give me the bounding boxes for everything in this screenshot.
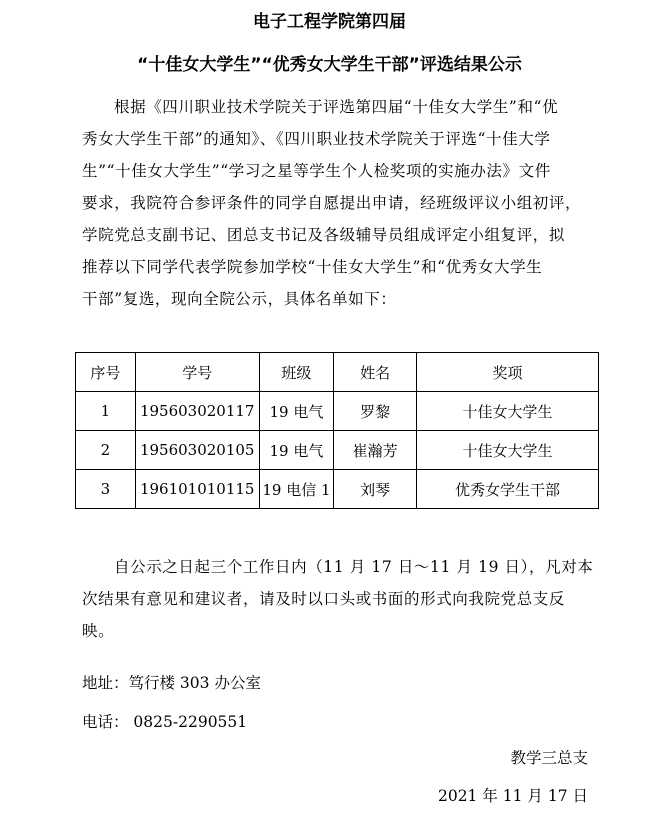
intro-line: 要求，我院符合参评条件的同学自愿提出申请，经班级评议小组初评， xyxy=(82,194,582,212)
issuer-signature: 教学三总支 xyxy=(510,749,588,767)
cell-class: 19 电气 xyxy=(259,392,334,431)
contact-phone: 电话： 0825-2290551 xyxy=(82,713,248,731)
header-name: 姓名 xyxy=(334,353,417,392)
intro-line: 干部”复选，现向全院公示，具体名单如下： xyxy=(82,290,397,308)
cell-index: 2 xyxy=(76,431,136,470)
header-student-id: 学号 xyxy=(135,353,259,392)
cell-index: 3 xyxy=(76,470,136,509)
cell-student-id: 196101010115 xyxy=(135,470,259,509)
intro-line: 根据《四川职业技术学院关于评选第四届“十佳女大学生”和“优 xyxy=(114,98,559,116)
cell-name: 崔瀚芳 xyxy=(334,431,417,470)
intro-line: 推荐以下同学代表学院参加学校“十佳女大学生”和“优秀女大学生 xyxy=(82,258,543,276)
intro-line: 生”“十佳女大学生”“学习之星等学生个人检奖项的实施办法》文件 xyxy=(82,162,551,180)
cell-award: 十佳女大学生 xyxy=(416,392,598,431)
intro-line: 学院党总支副书记、团总支书记及各级辅导员组成评定小组复评，拟 xyxy=(82,226,566,244)
intro-line: 秀女大学生干部”的通知》、《四川职业技术学院关于评选“十佳大学 xyxy=(82,130,551,148)
title-line-1: 电子工程学院第四届 xyxy=(253,12,406,32)
header-award: 奖项 xyxy=(416,353,598,392)
cell-name: 刘琴 xyxy=(334,470,417,509)
notice-line: 映。 xyxy=(82,622,115,640)
table-row xyxy=(76,431,599,470)
table-row xyxy=(76,470,599,509)
table-header-row xyxy=(76,353,599,392)
award-table xyxy=(75,352,599,509)
intro-paragraph xyxy=(82,91,602,315)
cell-student-id: 195603020117 xyxy=(135,392,259,431)
cell-award: 优秀女学生干部 xyxy=(416,470,598,509)
cell-class: 19 电气 xyxy=(259,431,334,470)
issue-date: 2021 年 11 月 17 日 xyxy=(437,787,588,805)
cell-student-id: 195603020105 xyxy=(135,431,259,470)
cell-index: 1 xyxy=(76,392,136,431)
office-address: 地址：笃行楼 303 办公室 xyxy=(82,674,261,692)
notice-line: 次结果有意见和建议者，请及时以口头或书面的形式向我院党总支反 xyxy=(82,590,566,608)
notice-paragraph xyxy=(82,551,602,647)
header-class: 班级 xyxy=(259,353,334,392)
notice-line: 自公示之日起三个工作日内（11 月 17 日～11 月 19 日），凡对本 xyxy=(114,558,594,576)
cell-award: 十佳女大学生 xyxy=(416,431,598,470)
cell-name: 罗黎 xyxy=(334,392,417,431)
table-row xyxy=(76,392,599,431)
header-index: 序号 xyxy=(76,353,136,392)
cell-class: 19 电信 1 xyxy=(259,470,334,509)
title-line-2: “十佳女大学生”“优秀女大学生干部”评选结果公示 xyxy=(137,55,522,75)
